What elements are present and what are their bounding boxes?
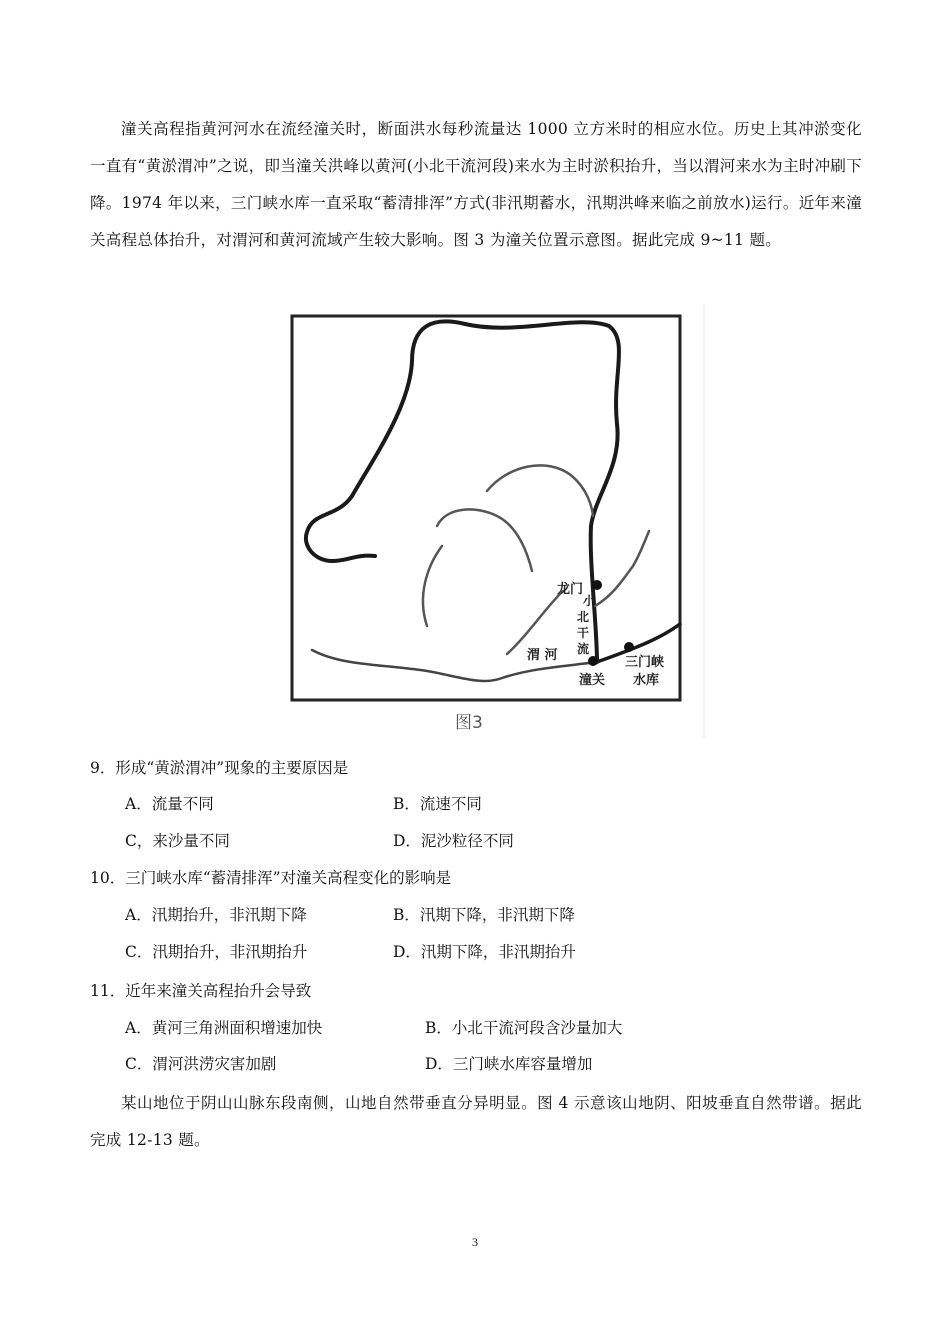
sanmenxia-point: [624, 642, 634, 652]
tongguan-point: [588, 656, 598, 666]
question-11-stem: 11．近年来潼关高程抬升会导致: [90, 982, 312, 1000]
q11-option-a: A．黄河三角洲面积增速加快: [125, 1019, 323, 1037]
outro-paragraph: 某山地位于阴山山脉东段南侧，山地自然带垂直分异明显。图 4 示意该山地阴、阳坡垂直自然带谱。据此完成 12-13 题。: [90, 1094, 862, 1149]
q9-option-a: A．流量不同: [125, 795, 214, 813]
q10-option-b: B．汛期下降，非汛期下降: [393, 906, 575, 924]
question-10-stem: 10．三门峡水库“蓄清排浑”对潼关高程变化的影响是: [90, 869, 452, 887]
q9-option-d: D．泥沙粒径不同: [393, 832, 514, 850]
label-xiaobei-4: 流: [577, 642, 590, 656]
label-sanmenxia-2: 水库: [633, 673, 660, 688]
tongguan-location-map: [277, 306, 707, 738]
q10-option-d: D．汛期下降，非汛期抬升: [393, 943, 576, 961]
label-xiaobei-1: 小: [583, 594, 596, 608]
q11-option-c: C．渭河洪涝灾害加剧: [125, 1055, 277, 1073]
longmen-point: [592, 580, 602, 590]
q11-option-b: B．小北干流河段含沙量加大: [425, 1019, 623, 1037]
q11-option-d: D．三门峡水库容量增加: [425, 1055, 593, 1073]
intro-paragraph: 潼关高程指黄河河水在流经潼关时，断面洪水每秒流量达 1000 立方米时的相应水位。历史上其冲淤变化一直有“黄淤渭冲”之说，即当潼关洪峰以黄河(小北干流河段)来水为主时淤积抬升，当以渭河来水为主时冲刷下降。1974 年以来，三门峡水库一直采取“蓄清排浑”方式(非汛期蓄水，汛期洪峰来临之前放水)运行。近年来潼关高程总体抬升，对渭河和黄河流域产生较大影响。图 3 为潼关位置示意图。据此完成 9~11 题。: [90, 120, 862, 249]
q10-option-c: C．汛期抬升，非汛期抬升: [125, 943, 308, 961]
figure-caption: 图3: [455, 713, 483, 733]
figure-3-map: [277, 306, 707, 738]
label-sanmenxia-1: 三门峡: [625, 655, 665, 670]
label-weihe: 渭 河: [527, 648, 558, 663]
label-tongguan: 潼关: [579, 673, 606, 688]
question-9-stem: 9．形成“黄淤渭冲”现象的主要原因是: [90, 759, 349, 777]
page-number: 3: [472, 1235, 478, 1249]
label-xiaobei-2: 北: [577, 610, 590, 624]
q10-option-a: A．汛期抬升，非汛期下降: [125, 906, 307, 924]
label-xiaobei-3: 干: [577, 626, 590, 640]
label-longmen: 龙门: [557, 582, 584, 597]
q9-option-b: B．流速不同: [393, 795, 482, 813]
q9-option-c: C，来沙量不同: [125, 832, 230, 850]
